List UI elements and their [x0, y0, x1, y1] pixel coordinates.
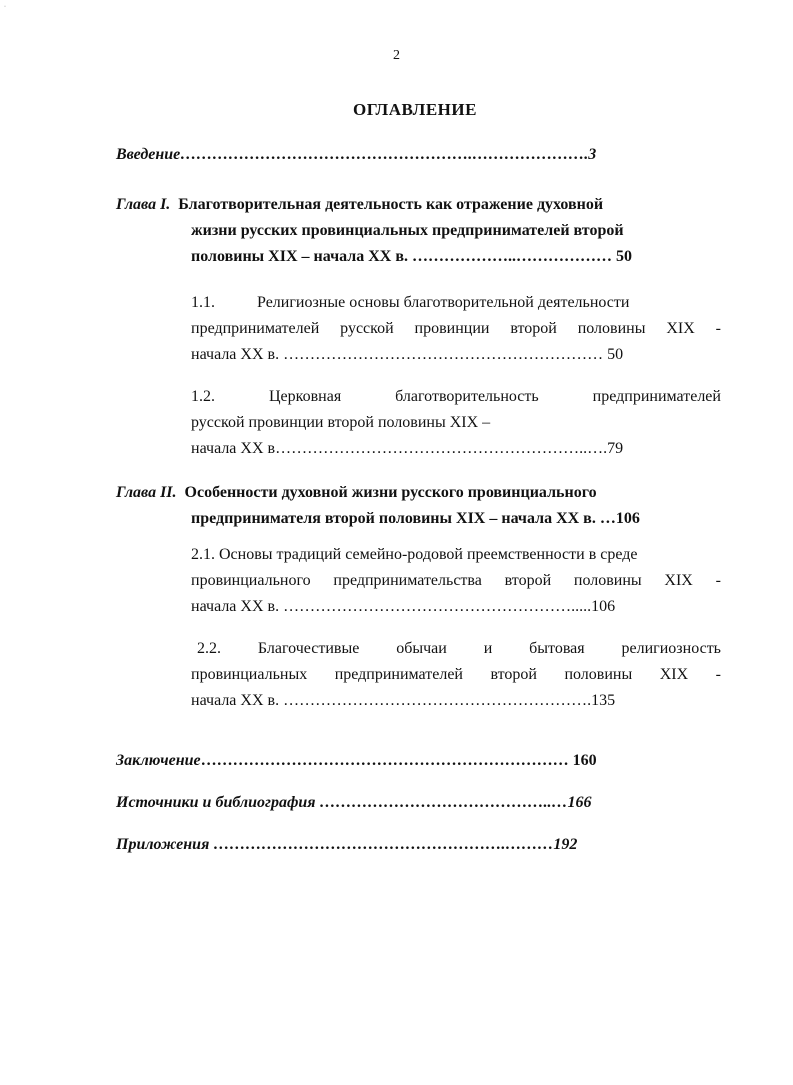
- toc-section2-1-line3: начала XX в. ……………………………………………….....106: [191, 598, 616, 615]
- sources-label: Источники и библиография: [116, 794, 316, 811]
- word: благотворительность: [395, 388, 539, 405]
- word: и: [483, 640, 493, 657]
- toc-chapter1-line2: жизни русских провинциальных предпринимателей второй: [191, 222, 624, 239]
- chapter2-label: Глава II.: [116, 484, 177, 501]
- word: предпринимателей: [191, 320, 320, 337]
- word: второй: [504, 572, 552, 589]
- word: второй: [490, 666, 537, 683]
- word: XIX: [659, 666, 689, 683]
- word: религиозность: [621, 640, 721, 657]
- word: -: [715, 666, 721, 683]
- word: предпринимателей: [334, 666, 463, 683]
- word: половины: [577, 320, 646, 337]
- toc-section2-1-line2: [191, 568, 721, 594]
- word: половины: [564, 666, 633, 683]
- toc-section1-1-line2: [191, 316, 721, 342]
- toc-chapter2-line1: [116, 480, 597, 506]
- appendix-label: Приложения: [116, 836, 210, 853]
- toc-chapter1-line1: [116, 192, 603, 218]
- word: -: [715, 320, 721, 337]
- section2-2-number: 2.2.: [197, 640, 221, 657]
- word: Благочестивые: [257, 640, 360, 657]
- word: провинциального: [191, 572, 311, 589]
- section1-1-title-line1: Религиозные основы благотворительной деятельности: [257, 294, 630, 311]
- toc-section2-2-line3: начала XX в. ………………………………………………….135: [191, 692, 616, 709]
- toc-appendix: [116, 832, 577, 858]
- toc-section2-1-line1: 2.1. Основы традиций семейно-родовой преемственности в среде: [191, 546, 638, 563]
- word: половины: [573, 572, 642, 589]
- toc-section1-1-line3: начала XX в. …………………………………………………… 50: [191, 346, 624, 363]
- page-number: 2: [393, 48, 400, 63]
- toc-section1-2-line2: русской провинции второй половины XIX –: [191, 414, 491, 431]
- toc-chapter1-line3: половины XIX – начала XX в. ………………..……………… 50: [191, 248, 632, 265]
- word: провинциальных: [191, 666, 308, 683]
- word: Церковная: [268, 388, 342, 405]
- scan-mark: ·: [4, 4, 6, 10]
- section1-1-number: 1.1.: [191, 294, 215, 311]
- word: -: [715, 572, 721, 589]
- toc-intro: Введение……………………………………………….………………….3: [116, 146, 597, 163]
- toc-sources: [116, 790, 592, 816]
- word: второй: [510, 320, 557, 337]
- word: XIX: [666, 320, 695, 337]
- chapter1-title-line1: Благотворительная деятельность как отражение духовной: [178, 196, 604, 213]
- chapter1-label: Глава I.: [116, 196, 171, 213]
- word: обычаи: [396, 640, 447, 657]
- section1-2-number: 1.2.: [191, 388, 215, 405]
- toc-section2-2-line2: [191, 662, 721, 688]
- toc-section1-2-line1: [191, 384, 721, 410]
- toc-chapter2-line2: предпринимателя второй половины XIX – начала XX в. …106: [191, 510, 640, 527]
- word: бытовая: [529, 640, 585, 657]
- conclusion-dots-page: …………………………………………………………… 160: [200, 752, 597, 769]
- appendix-dots-page: ……………………………………………….………192: [209, 836, 578, 853]
- toc-section2-2-line1: [197, 636, 721, 662]
- toc-section1-2-line3: начала XX в…………………………………………………..….79: [191, 440, 624, 457]
- sources-dots-page: ……………………………………..…166: [315, 794, 592, 811]
- word: русской: [340, 320, 394, 337]
- toc-conclusion: [116, 748, 597, 774]
- chapter2-title-line1: Особенности духовной жизни русского провинциального: [184, 484, 597, 501]
- page-title: ОГЛАВЛЕНИЕ: [353, 100, 477, 119]
- toc-section1-1-line1: [191, 290, 629, 316]
- word: провинции: [414, 320, 490, 337]
- word: XIX: [664, 572, 693, 589]
- word: предпринимательства: [333, 572, 482, 589]
- word: предпринимателей: [592, 388, 721, 405]
- conclusion-label: Заключение: [116, 752, 201, 769]
